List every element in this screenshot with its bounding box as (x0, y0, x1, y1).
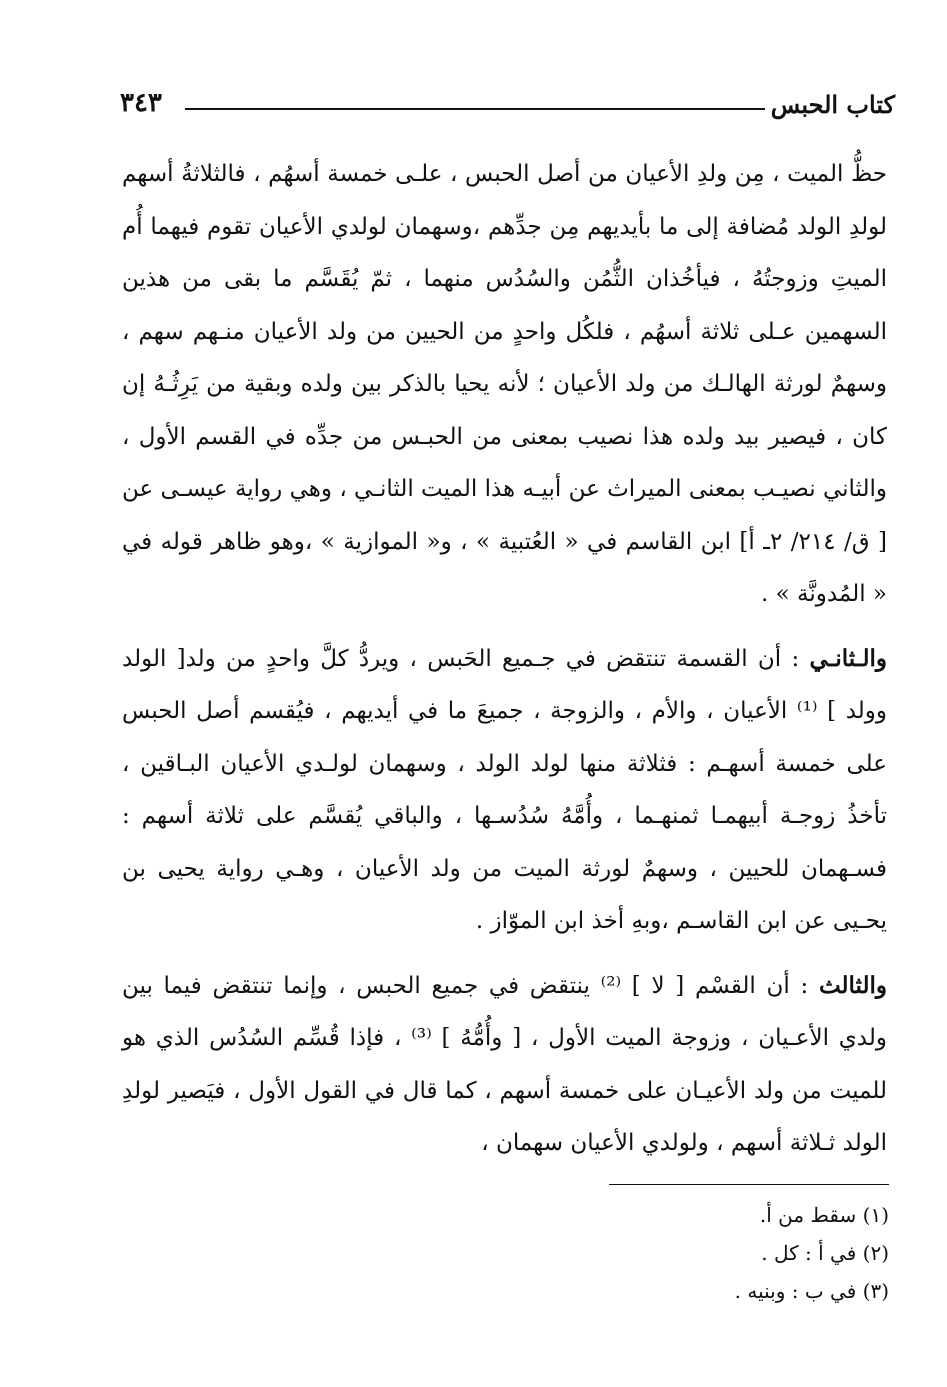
footnote-2: (٢) في أ : كل . (761, 1241, 889, 1265)
paragraph-text: : أن القسْم [ لا ] ⁽²⁾ ينتقض في جميع الحبس ، وإنما تنتقض فيما بين ولدي الأعـيان ، وزوجة الميت الأول ، [ وأُمُّهُ ] ⁽³⁾ ، فإذا قُسِّم السُدُس الذي هو للميت من ولد الأعيـان على خمسة أسهم ، كما قال في القول الأول ، فيَصير لولدِ الولد ثـلاثة أسهم ، ولولدي الأعيان سهمان ، (122, 972, 887, 1156)
footnotes (469, 1196, 889, 1310)
footnote-rule (609, 1184, 889, 1185)
page-number: ٣٤٣ (120, 88, 162, 118)
footnote-3: (٣) في ب : وبنيه . (734, 1279, 889, 1303)
paragraph-text: حظُّ الميت ، مِن ولدِ الأعيان من أصل الحبس ، علـى خمسة أسهُم ، فالثلاثةُ أسهم لولدِ الولد مُضافة إلى ما بأيديهم مِن جدِّهم ،وسهمان لولدي الأعيان تقوم فيهما أُم الميتِ وزوجتُهُ ، فيأخُذان الثُّمُن والسُدُس منهما ، ثمّ يُقَسَّم ما بقى من هذين السهمين عـلى ثلاثة أسهُم ، فلكُل واحدٍ من الحيين من ولد الأعيان منـهم سهم ، وسهمٌ لورثة الهالـك من ولد الأعيان ؛ لأنه يحيا بالذكر بين ولده وبقية من يَرِثُـهُ إن كان ، فيصير بيد ولده هذا نصيب بمعنى من الحبـس من جدِّه في القسم الأول ، والثاني نصيـب بمعنى الميراث عن أبيـه هذا الميت الثانـي ، وهي رواية عيسـى عن [ ق/ ٢١٤/ ٢ـ أ] ابن القاسم في « العُتبية » ، و« الموازية » ،وهو ظاهر قوله في « المُدونَّة » . (122, 161, 887, 607)
paragraph-3 (122, 960, 887, 1170)
running-header (120, 88, 895, 128)
footnote-1: (١) سقط من أ. (759, 1203, 889, 1227)
main-text (122, 148, 887, 1170)
paragraph-2 (122, 633, 887, 948)
header-rule (185, 108, 765, 110)
paragraph-lead: والثالث (818, 971, 887, 999)
paragraph-text: : أن القسمة تنتقض في جـميع الحَبس ، ويردُّ كلَّ واحدٍ من ولد[ الولد وولد ] ⁽¹⁾ الأعيان ، والأم ، والزوجة ، جميعَ ما في أيديهم ، فيُقسم أصل الحبس على خمسة أسهـم : فثلاثة منها لولد الولد ، وسهمان لولـدي الأعيان البـاقين ، تأخذُ زوجـة أبيهمـا ثمنهـما ، وأُمَّهُ سُدُسـها ، والباقي يُقسَّم على ثلاثة أسهم : فسـهمان للحيين ، وسهمٌ لورثة الميت من ولد الأعيان ، وهـي رواية يحيى بن يحـيى عن ابن القاسـم ،وبهِ أخذ ابن الموّاز . (122, 645, 887, 934)
paragraph-1 (122, 148, 887, 621)
paragraph-lead: والـثانـي (809, 644, 887, 672)
chapter-title: كتاب الحبس (770, 90, 895, 119)
